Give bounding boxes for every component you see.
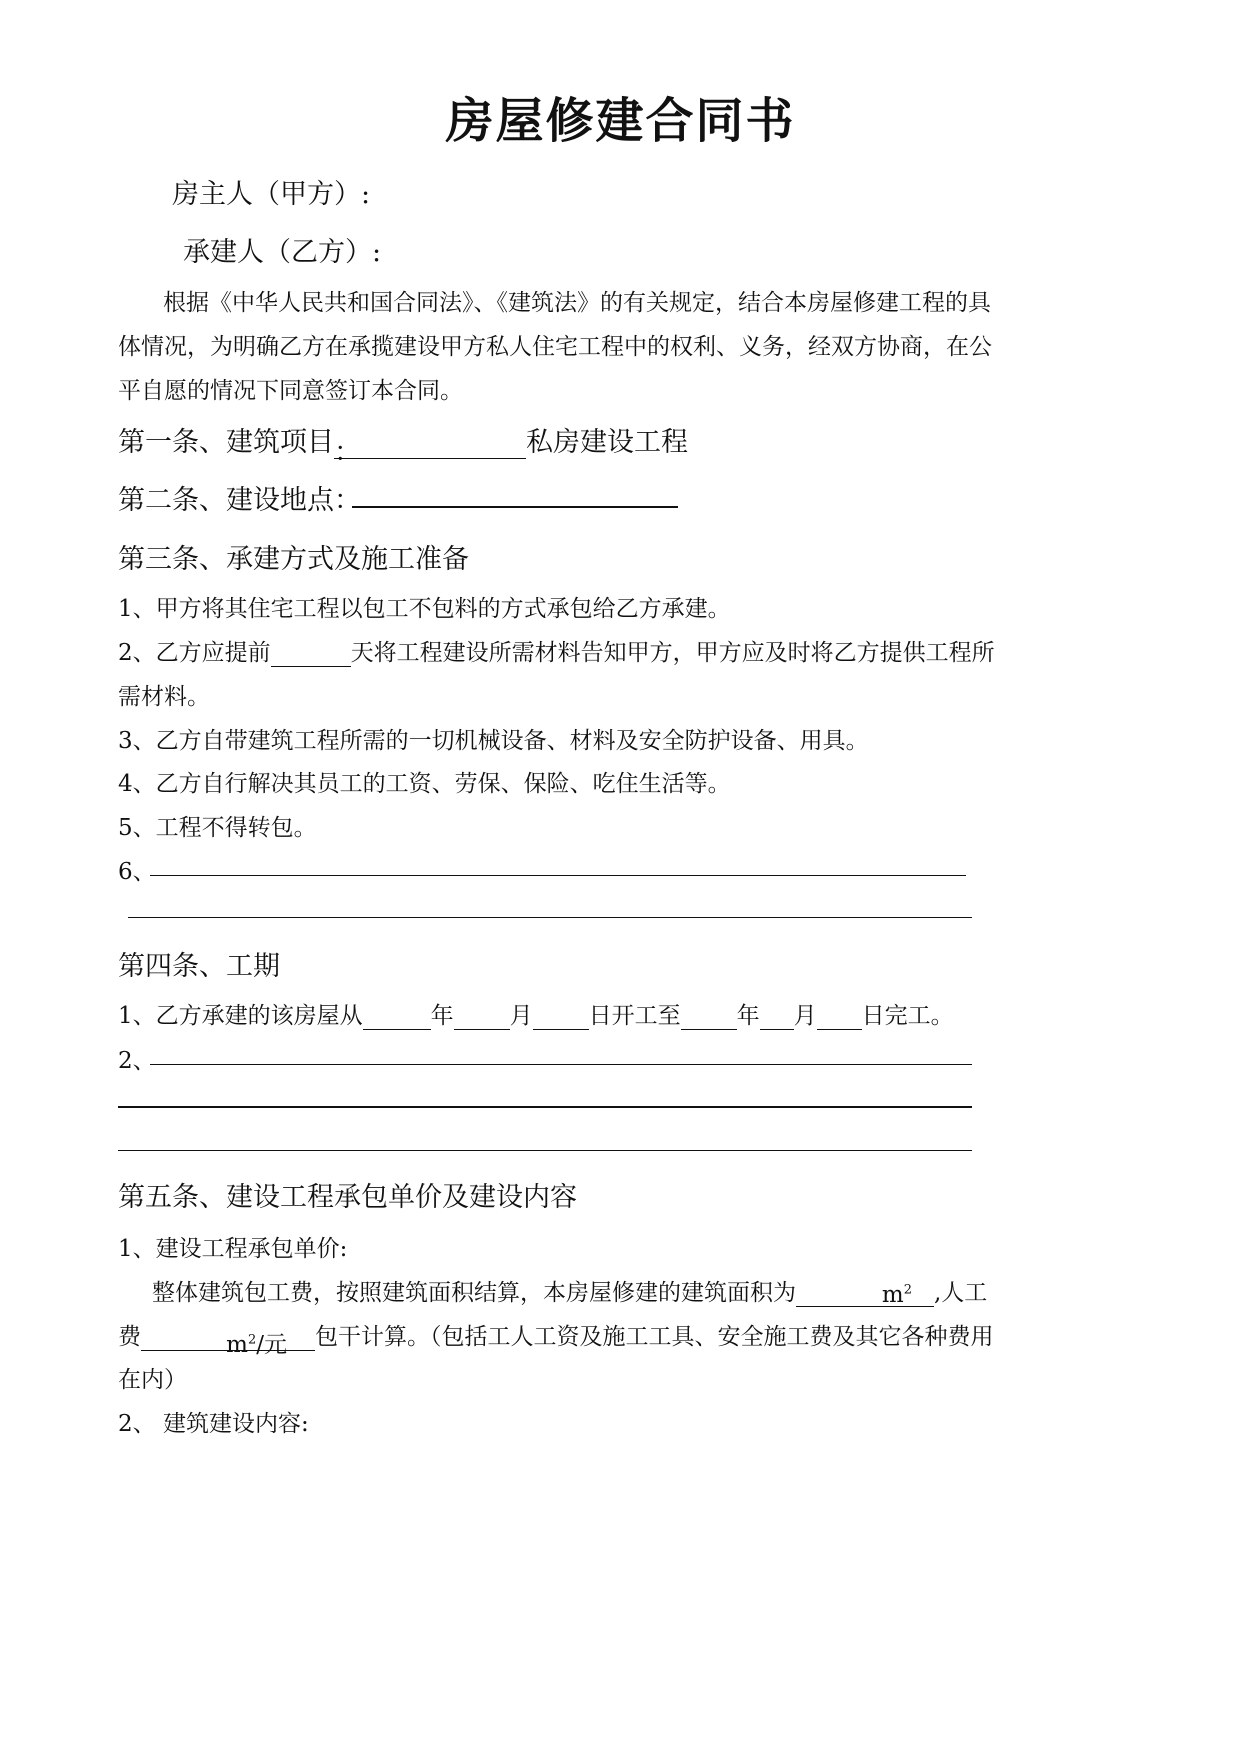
price-unit-superscript: 2 xyxy=(247,1332,257,1348)
article-2-label: 第二条、建设地点： xyxy=(118,485,361,516)
article-2-blank[interactable] xyxy=(352,506,678,508)
article-5-item-2: 2、 建筑建设内容: xyxy=(118,1411,309,1437)
preamble-line-3: 平自愿的情况下同意签订本合同。 xyxy=(118,378,463,404)
article-4-extra-blank-1[interactable] xyxy=(118,1106,972,1108)
end-month-blank[interactable] xyxy=(760,1005,794,1030)
start-day-blank[interactable] xyxy=(533,1005,589,1030)
area-unit-superscript: 2 xyxy=(903,1282,912,1298)
article-3-item-5: 5、工程不得转包。 xyxy=(118,815,317,841)
party-b-label: 承建人（乙方）: xyxy=(183,237,382,268)
article-3-item-3: 3、乙方自带建筑工程所需的一切机械设备、材料及安全防护设备、用具。 xyxy=(118,728,869,754)
article-1-blank[interactable] xyxy=(334,430,526,468)
article-1 xyxy=(118,420,688,468)
article-5-para-2-cont: 在内） xyxy=(118,1367,187,1393)
labor-price-blank[interactable]: $m^2/$元 xyxy=(141,1326,315,1351)
end-year-blank[interactable] xyxy=(681,1005,737,1030)
article-5-item-1: 1、建设工程承包单价: xyxy=(118,1236,348,1262)
article-3-item-4: 4、乙方自行解决其员工的工资、劳保、保险、吃住生活等。 xyxy=(118,771,731,797)
article-1-value: 私房建设工程 xyxy=(526,427,688,458)
end-day-blank[interactable] xyxy=(817,1005,862,1030)
advance-days-blank[interactable] xyxy=(271,642,351,667)
article-4-item-2-blank[interactable] xyxy=(150,1064,972,1065)
article-4-extra-blank-2[interactable] xyxy=(118,1150,972,1151)
article-5-para-1: 整体建筑包工费，按照建筑面积结算，本房屋修建的建筑面积为 $m^2$ ,人工 xyxy=(152,1280,988,1308)
article-5-para-2: 费 $m^2/$元 包干计算。（包括工人工资及施工工具、安全施工费及其它各种费用 xyxy=(118,1324,994,1358)
article-3-item-2: 2、乙方应提前 天将工程建设所需材料告知甲方，甲方应及时将乙方提供工程所 xyxy=(118,640,995,666)
article-3-item-2-cont: 需材料。 xyxy=(118,684,210,710)
article-4-item-1: 1、乙方承建的该房屋从 年 月 日开工至 年 月 日完工。 xyxy=(118,1003,954,1029)
article-3-item-6-blank[interactable] xyxy=(150,875,966,876)
article-1-label: 第一条、建筑项目 xyxy=(118,427,334,458)
article-1-colon: ： xyxy=(334,437,361,468)
preamble-line-1: 根据《中华人民共和国合同法》、《建筑法》的有关规定，结合本房屋修建工程的具 xyxy=(163,290,991,316)
article-3-item-1: 1、甲方将其住宅工程以包工不包料的方式承包给乙方承建。 xyxy=(118,596,731,622)
start-year-blank[interactable] xyxy=(363,1005,431,1030)
article-4-heading: 第四条、工期 xyxy=(118,951,280,982)
page-title: 房屋修建合同书 xyxy=(445,93,796,149)
article-3-extra-blank[interactable] xyxy=(128,917,972,918)
start-month-blank[interactable] xyxy=(454,1005,510,1030)
party-a-label: 房主人（甲方）: xyxy=(172,179,371,210)
building-area-blank[interactable]: $m^2$ xyxy=(796,1282,934,1307)
preamble-line-2: 体情况，为明确乙方在承揽建设甲方私人住宅工程中的权利、义务，经双方协商，在公 xyxy=(118,334,992,360)
article-5-heading: 第五条、建设工程承包单价及建设内容 xyxy=(118,1182,577,1213)
article-3-heading: 第三条、承建方式及施工准备 xyxy=(118,544,469,575)
article-3-item-6: 6、 xyxy=(118,859,156,885)
article-4-item-2: 2、 xyxy=(118,1048,156,1074)
